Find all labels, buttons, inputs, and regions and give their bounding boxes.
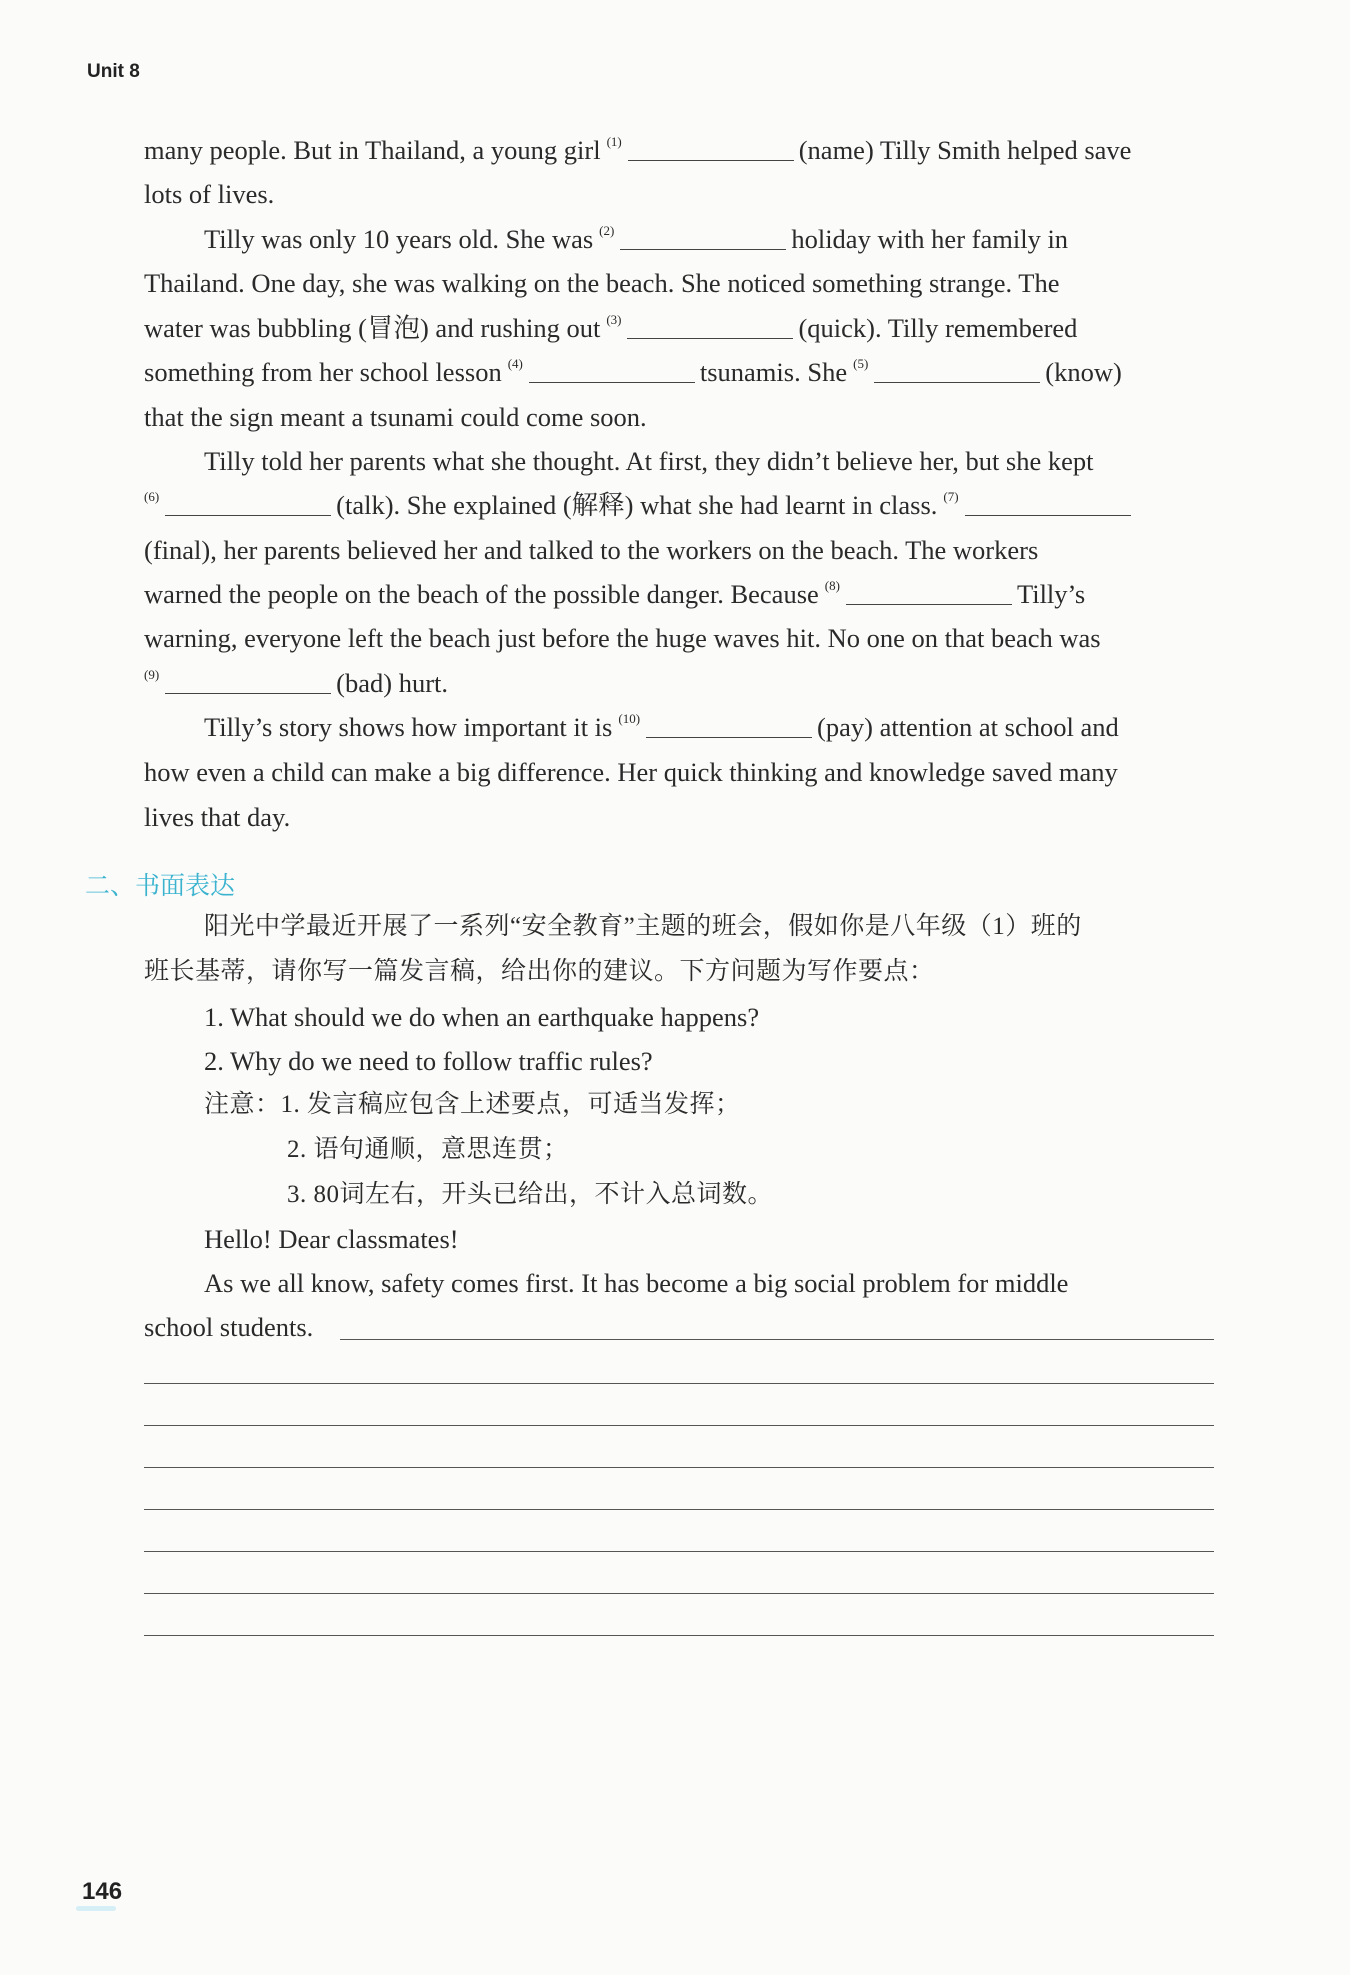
passage-line-10: (final), her parents believed her and talked to the workers on the beach. The workers — [144, 535, 1039, 565]
answer-blank-7[interactable] — [965, 513, 1131, 516]
writing-line[interactable] — [144, 1509, 1214, 1510]
answer-blank-3[interactable] — [627, 336, 793, 339]
writing-line[interactable] — [144, 1551, 1214, 1552]
unit-header: Unit 8 — [87, 61, 140, 82]
writing-start-2: school students. — [144, 1312, 314, 1342]
writing-line[interactable] — [144, 1383, 1214, 1384]
passage-line-16: lives that day. — [144, 802, 291, 832]
writing-note-3: 3. 80词左右，开头已给出，不计入总词数。 — [287, 1181, 774, 1208]
answer-blank-8[interactable] — [846, 602, 1012, 605]
section-title: 二、书面表达 — [85, 871, 236, 900]
answer-blank-4[interactable] — [529, 380, 695, 383]
writing-start-1: As we all know, safety comes first. It has become a big social problem for middle — [204, 1268, 1069, 1298]
passage-line-11: warned the people on the beach of the possible danger. Because $^{(8)}$ Tilly’s — [144, 578, 1086, 609]
answer-blank-6[interactable] — [165, 513, 331, 516]
writing-point-2: 2. Why do we need to follow traffic rules? — [204, 1046, 653, 1076]
passage-line-2: lots of lives. — [144, 179, 275, 209]
answer-blank-5[interactable] — [874, 380, 1040, 383]
passage-line-9: $^{(6)}$ (talk). She explained (解释) what she had learnt in class. $^{(7)}$ — [144, 492, 1136, 519]
passage-line-14: Tilly’s story shows how important it is $^{(10)}$ (pay) attention at school and — [204, 711, 1119, 742]
question-number: (9) — [144, 667, 160, 682]
writing-line[interactable] — [144, 1425, 1214, 1426]
writing-line[interactable] — [144, 1467, 1214, 1468]
passage-line-1: many people. But in Thailand, a young girl $^{(1)}$ (name) Tilly Smith helped save — [144, 134, 1132, 165]
question-number: (10) — [618, 711, 641, 726]
question-number: (8) — [824, 578, 840, 593]
writing-point-1: 1. What should we do when an earthquake happens? — [204, 1002, 760, 1032]
question-number: (4) — [507, 356, 523, 371]
passage-line-7: that the sign meant a tsunami could come soon. — [144, 402, 647, 432]
answer-blank-2[interactable] — [620, 247, 786, 250]
passage-line-15: how even a child can make a big difference. Her quick thinking and knowledge saved many — [144, 757, 1118, 787]
page-number: 146 — [82, 1878, 123, 1905]
writing-intro-1: 阳光中学最近开展了一系列“安全教育”主题的班会，假如你是八年级（1）班的 — [204, 913, 1082, 940]
writing-greeting: Hello! Dear classmates! — [204, 1224, 459, 1254]
passage-line-8: Tilly told her parents what she thought. At first, they didn’t believe her, but she kept — [204, 446, 1094, 476]
writing-line[interactable] — [144, 1635, 1214, 1636]
writing-note-2: 2. 语句通顺，意思连贯； — [287, 1136, 569, 1163]
question-number: (2) — [599, 223, 615, 238]
question-number: (7) — [943, 489, 959, 504]
answer-blank-10[interactable] — [646, 735, 812, 738]
question-number: (1) — [606, 134, 622, 149]
passage-line-5: water was bubbling (冒泡) and rushing out $^{(3)}$ (quick). Tilly remembered — [144, 312, 1078, 343]
question-number: (5) — [853, 356, 869, 371]
passage-line-3: Tilly was only 10 years old. She was $^{(2)}$ holiday with her family in — [204, 223, 1069, 254]
answer-blank-1[interactable] — [628, 158, 794, 161]
answer-blank-9[interactable] — [165, 691, 331, 694]
passage-line-12: warning, everyone left the beach just before the huge waves hit. No one on that beach was — [144, 623, 1101, 653]
page-number-accent — [76, 1906, 116, 1911]
writing-intro-2: 班长基蒂，请你写一篇发言稿，给出你的建议。下方问题为写作要点： — [144, 958, 935, 985]
writing-line[interactable] — [144, 1593, 1214, 1594]
question-number: (3) — [606, 312, 622, 327]
passage-line-4: Thailand. One day, she was walking on the beach. She noticed something strange. The — [144, 268, 1060, 298]
writing-note-1: 注意：1. 发言稿应包含上述要点，可适当发挥； — [204, 1091, 741, 1118]
passage-line-6: something from her school lesson $^{(4)}$ tsunamis. She $^{(5)}$ (know) — [144, 356, 1122, 387]
passage-line-13: $^{(9)}$ (bad) hurt. — [144, 667, 449, 698]
writing-line[interactable] — [340, 1339, 1214, 1340]
question-number: (6) — [144, 489, 160, 504]
